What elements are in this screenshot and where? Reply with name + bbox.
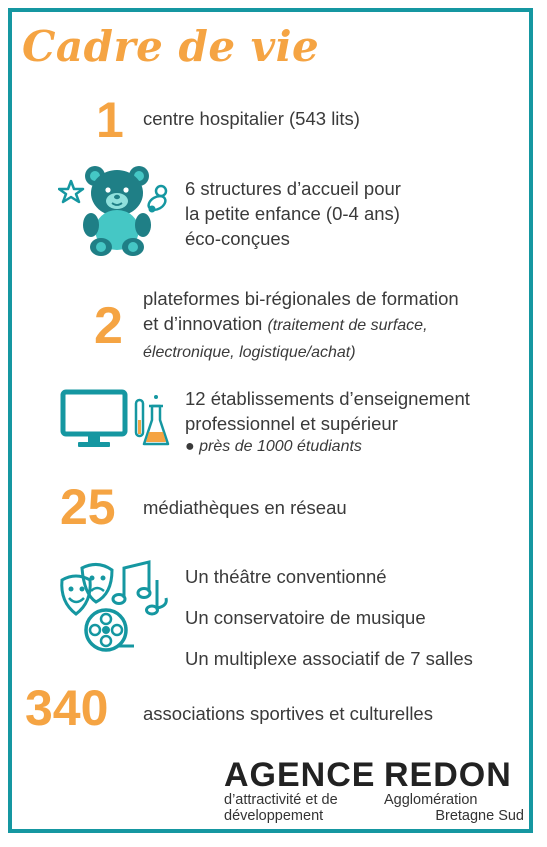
stat-number-platforms: 2 <box>94 297 123 355</box>
stat-text-associations: associations sportives et culturelles <box>143 703 433 724</box>
education-line: professionnel et supérieur <box>185 413 398 434</box>
monitor-and-lab-icon <box>60 388 172 452</box>
agence-logo-line: développement <box>224 808 324 824</box>
culture-line: Un conservatoire de musique <box>185 607 426 628</box>
agence-logo-line: d’attractivité et de <box>224 792 338 808</box>
childcare-text <box>185 176 401 251</box>
culture-line: Un théâtre conventionné <box>185 566 387 587</box>
education-line: 12 établissements d’enseignement <box>185 388 470 409</box>
childcare-line: 6 structures d’accueil pour <box>185 178 401 199</box>
agence-logo-word: AGENCE <box>224 756 376 794</box>
stat-text-hospital: centre hospitalier (543 lits) <box>143 108 360 129</box>
stat-number-libraries: 25 <box>60 479 116 535</box>
culture-line: Un multiplexe associatif de 7 salles <box>185 648 473 669</box>
stat-text-libraries: médiathèques en réseau <box>143 497 347 518</box>
page-title: Cadre de vie <box>22 22 320 71</box>
childcare-line: éco-conçues <box>185 228 290 249</box>
stat-number-hospital: 1 <box>96 92 124 148</box>
redon-logo <box>384 758 524 824</box>
platforms-line: électronique, logistique/achat) <box>143 344 356 361</box>
platforms-line: et d’innovation (traitement de surface, <box>143 313 428 334</box>
stat-number-associations: 340 <box>25 680 109 736</box>
education-text <box>185 386 470 458</box>
bullet: ● <box>185 438 195 455</box>
redon-logo-word: REDON <box>384 756 512 794</box>
agence-logo <box>224 756 376 824</box>
platforms-line: plateformes bi-régionales de formation <box>143 288 459 309</box>
platforms-text <box>143 286 459 365</box>
teddy-bear-icon <box>58 163 173 258</box>
redon-logo-line: Agglomération <box>384 792 478 808</box>
culture-icon <box>54 558 172 658</box>
redon-logo-line: Bretagne Sud <box>435 808 524 824</box>
culture-text <box>185 556 473 679</box>
education-note: ● près de 1000 étudiants <box>185 438 362 455</box>
childcare-line: la petite enfance (0-4 ans) <box>185 203 400 224</box>
